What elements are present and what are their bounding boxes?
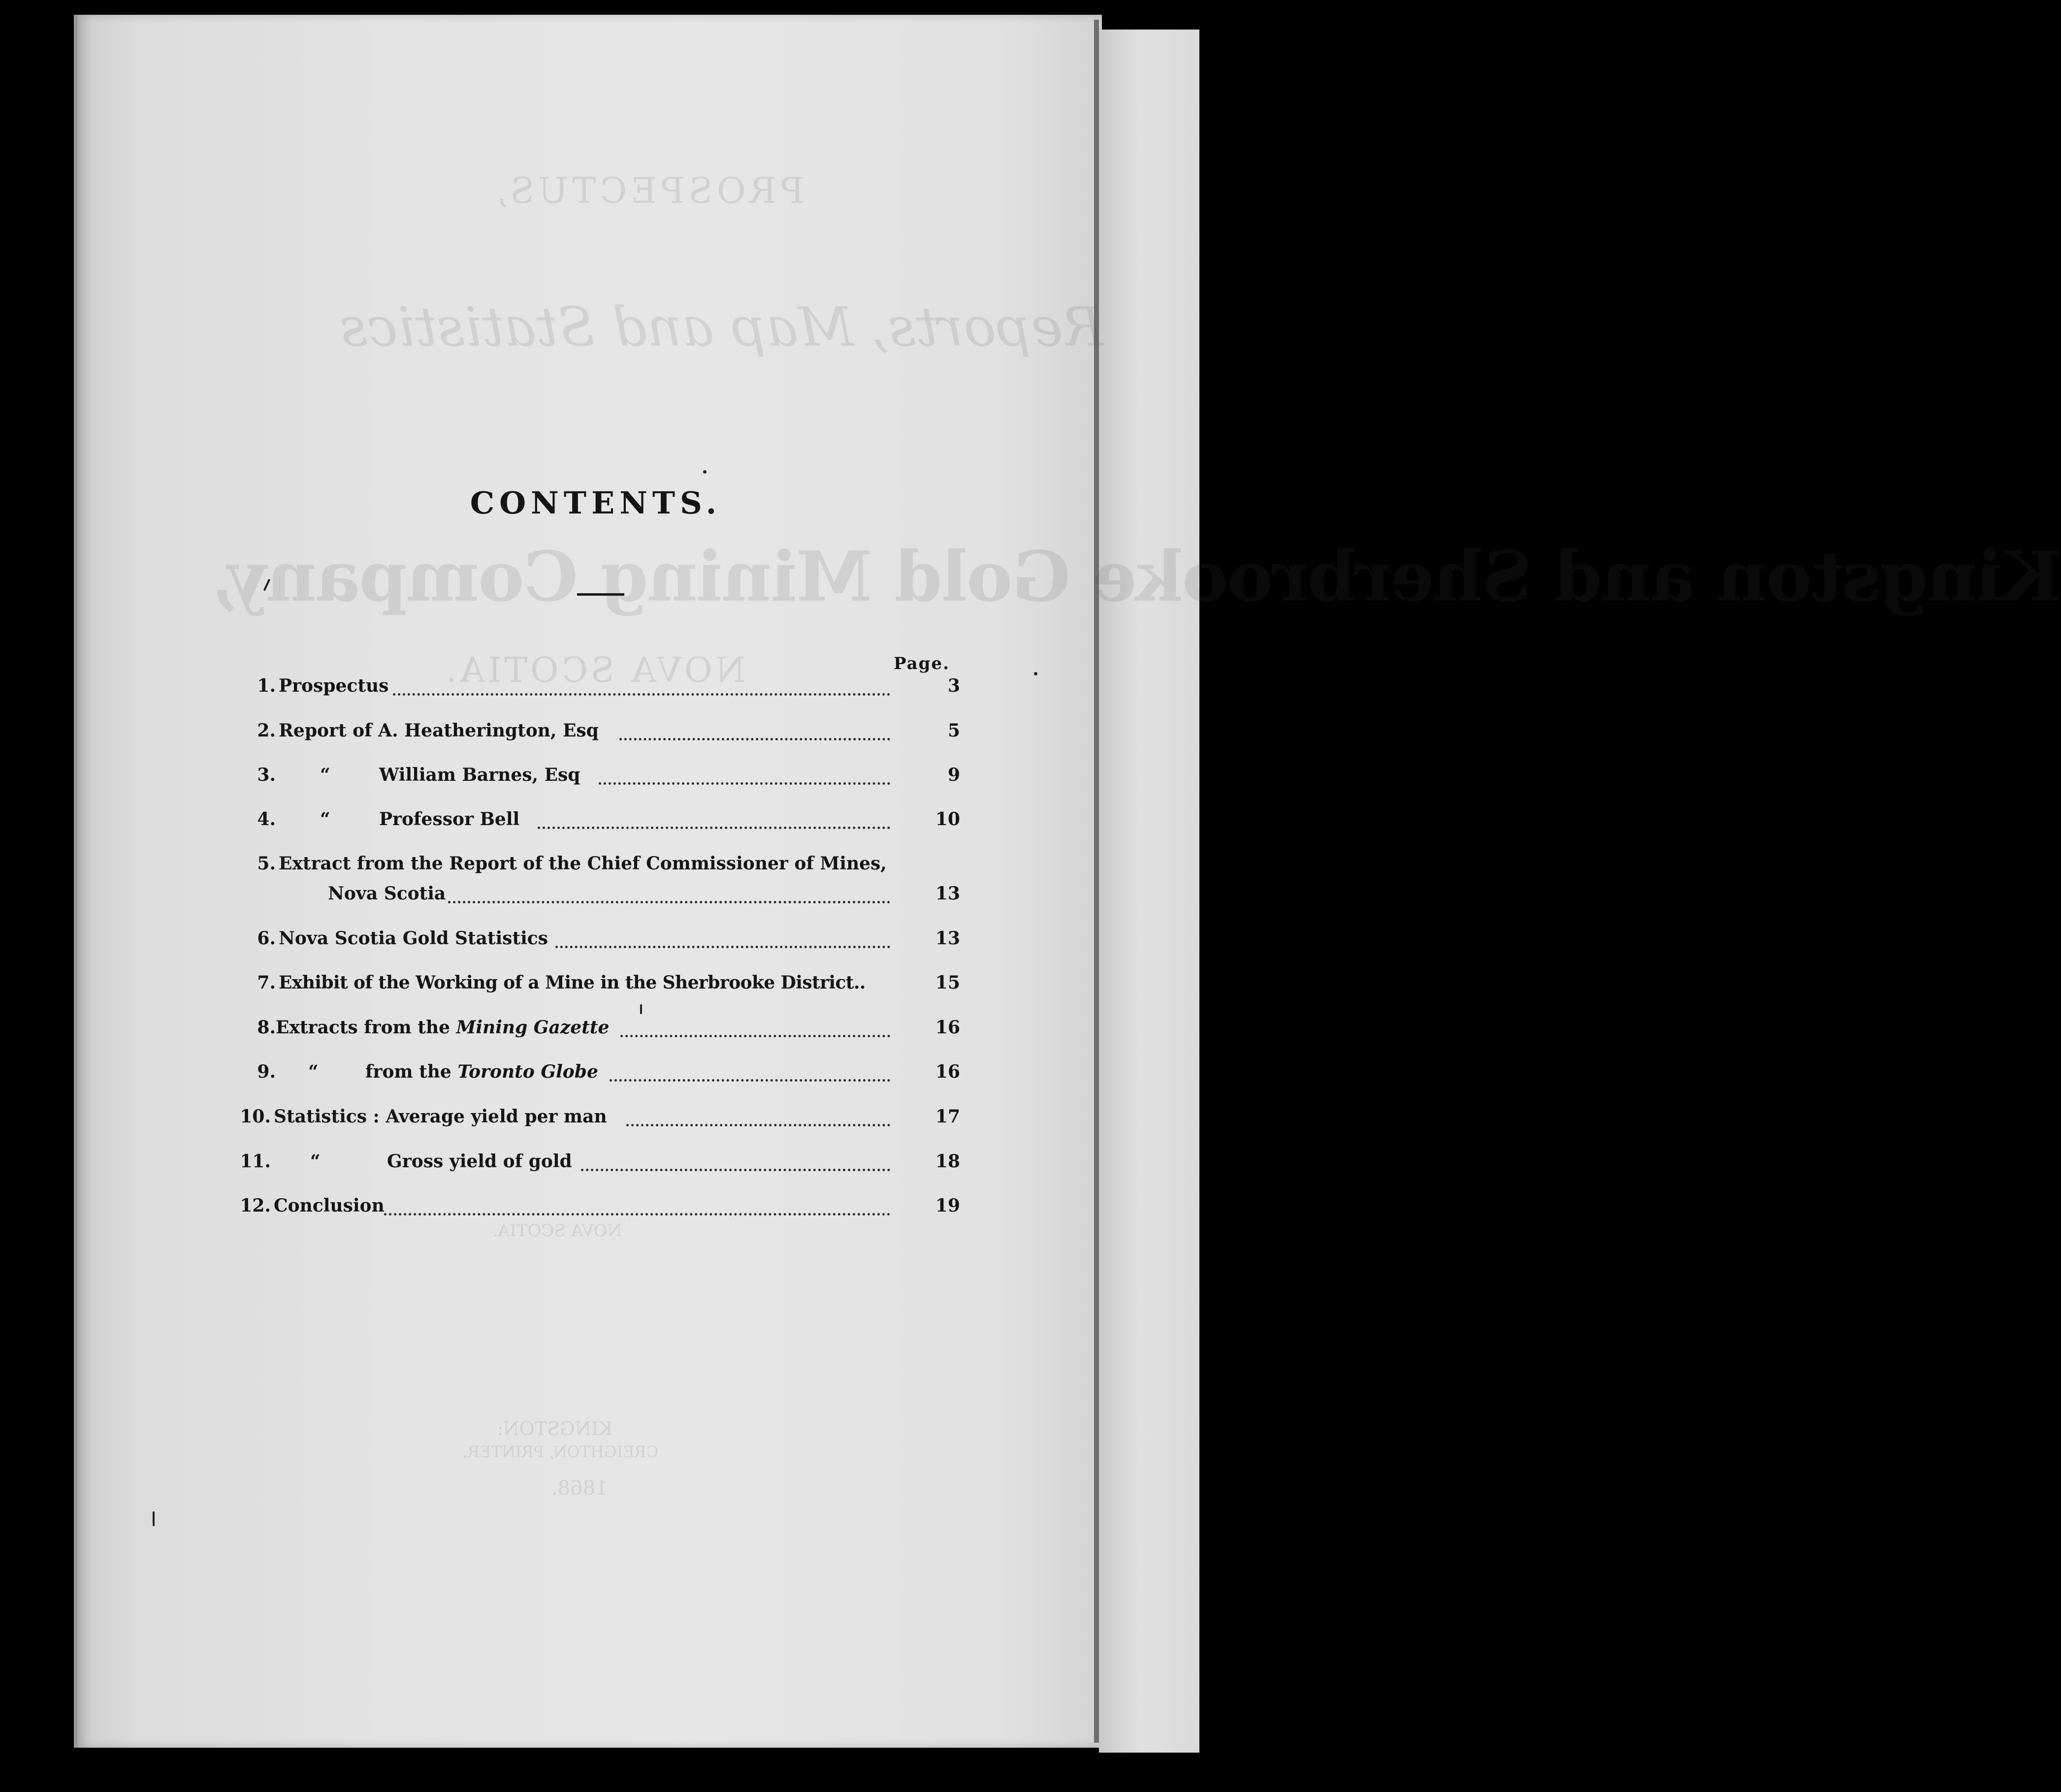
toc-entry xyxy=(236,1061,960,1091)
ditto-mark: “ xyxy=(320,765,330,785)
dot-leader xyxy=(620,1032,890,1037)
dot-leader xyxy=(384,1210,890,1216)
toc-entry xyxy=(236,972,960,1002)
ditto-mark: “ xyxy=(308,1061,319,1082)
page-title: CONTENTS. xyxy=(470,485,722,521)
dot-leader xyxy=(610,1076,890,1082)
toc-entry xyxy=(236,765,960,794)
toc-entry xyxy=(236,1195,960,1225)
toc-entry xyxy=(236,853,960,912)
toc-title-text: from the xyxy=(365,1061,458,1082)
dot-leader xyxy=(555,943,890,948)
toc-number: 2. xyxy=(257,720,276,741)
toc-page-number: 16 xyxy=(935,1061,960,1082)
toc-number: 7. xyxy=(257,972,276,993)
toc-number: 5. xyxy=(257,853,276,874)
ink-speck xyxy=(153,1511,155,1526)
toc-title: Extract from the Report of the Chief Commissioner of Mines, xyxy=(279,853,887,874)
toc-page-number: 9 xyxy=(947,765,960,785)
toc-entry xyxy=(236,1151,960,1181)
toc-entry xyxy=(236,809,960,838)
toc-title xyxy=(365,1061,598,1082)
dot-leader xyxy=(619,735,890,740)
toc-title-italic: Toronto Globe xyxy=(457,1061,598,1082)
toc-number: 10. xyxy=(240,1106,271,1127)
toc-title: Prospectus xyxy=(279,675,389,696)
page-column-heading: Page. xyxy=(894,654,950,673)
toc-title: Professor Bell xyxy=(379,809,520,830)
toc-title-text: Extracts from the xyxy=(276,1017,456,1038)
title-rule xyxy=(577,593,624,596)
toc-number: 12. xyxy=(240,1195,271,1216)
toc-number: 9. xyxy=(257,1061,276,1082)
toc-page-number: 13 xyxy=(935,928,960,949)
ink-speck xyxy=(263,578,271,591)
toc-entry xyxy=(236,720,960,750)
toc-title: Report of A. Heatherington, Esq xyxy=(279,720,599,741)
toc-page-number: 3 xyxy=(947,675,960,696)
ink-speck xyxy=(703,470,707,474)
toc-entry xyxy=(236,675,960,705)
ink-speck xyxy=(1034,672,1037,675)
toc-entry xyxy=(236,1017,960,1047)
toc-entry xyxy=(236,928,960,958)
toc-title xyxy=(276,1017,609,1038)
ditto-mark: “ xyxy=(310,1151,321,1172)
toc-title: Statistics : Average yield per man xyxy=(274,1106,607,1127)
dot-leader xyxy=(538,824,890,829)
dot-leader xyxy=(448,898,890,903)
toc-number: 6. xyxy=(257,928,276,949)
toc-number: 8. xyxy=(257,1017,276,1038)
bleed-through-text: Kingston and Sherbrooke xyxy=(1094,537,2061,617)
toc-number: 3. xyxy=(257,765,276,785)
toc-entry xyxy=(236,1106,960,1136)
toc-title: William Barnes, Esq xyxy=(379,765,580,785)
toc-page-number: 17 xyxy=(935,1106,960,1127)
dot-leader xyxy=(393,690,890,696)
ditto-mark: “ xyxy=(320,809,330,830)
toc-number: 11. xyxy=(240,1151,271,1172)
toc-page-number: 16 xyxy=(935,1017,960,1038)
toc-title: Conclusion xyxy=(274,1195,385,1216)
toc-title: Exhibit of the Working of a Mine in the Sherbrooke District.. xyxy=(279,972,866,993)
dot-leader xyxy=(599,779,890,785)
toc-page-number: 19 xyxy=(935,1195,960,1216)
ink-speck xyxy=(640,1004,642,1014)
toc-page-number: 15 xyxy=(935,972,960,993)
toc-number: 4. xyxy=(257,809,276,830)
toc-page-number: 18 xyxy=(935,1151,960,1172)
toc-title: Nova Scotia Gold Statistics xyxy=(279,928,548,949)
toc-page-number: 10 xyxy=(935,809,960,830)
toc-page-number: 13 xyxy=(935,883,960,904)
dot-leader xyxy=(581,1166,890,1171)
toc-page-number: 5 xyxy=(947,720,960,741)
toc-title-continuation: Nova Scotia xyxy=(328,883,446,904)
toc-title-italic: Mining Gazette xyxy=(456,1017,610,1038)
dot-leader xyxy=(626,1121,890,1126)
toc-number: 1. xyxy=(257,675,276,696)
toc-title: Gross yield of gold xyxy=(387,1151,572,1172)
